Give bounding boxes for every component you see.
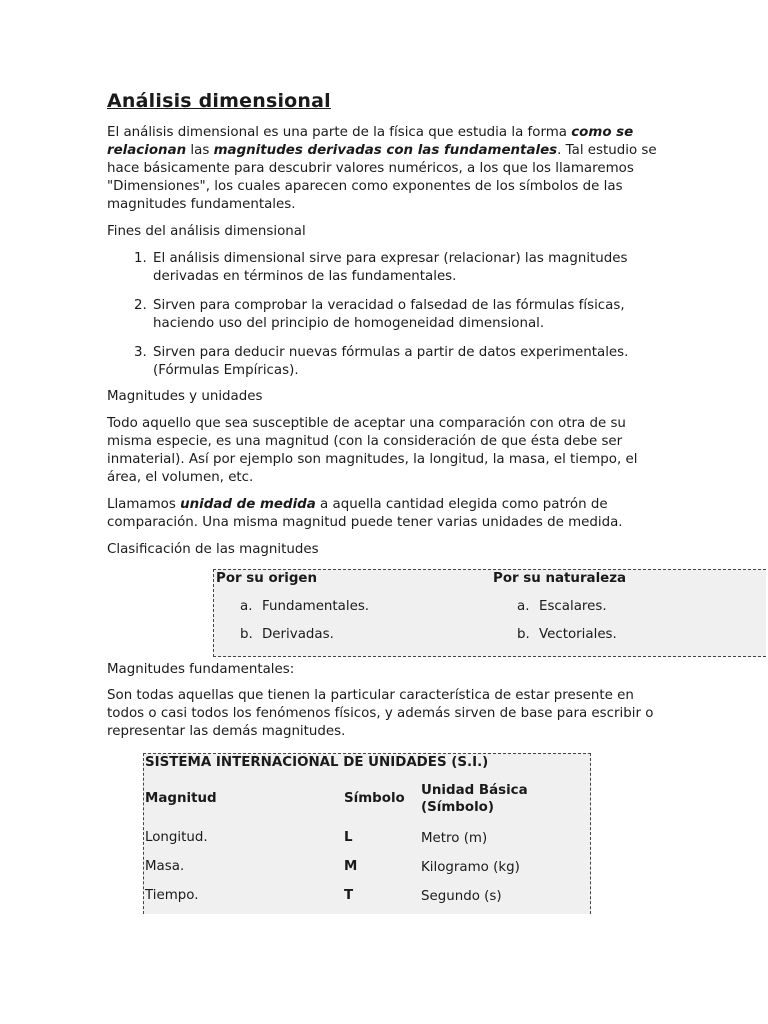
column-header: Unidad Básica (Símbolo) [421,783,528,815]
list-item [493,626,626,644]
list-letter: b. [517,627,530,642]
document-page [107,88,667,914]
table-cell: Segundo (s) [421,889,502,904]
fines-list [107,250,667,380]
si-units-table [143,753,591,914]
magnitudes-heading: Magnitudes y unidades [107,389,263,404]
list-item: 3. Sirven para deducir nuevas fórmulas a partir de datos experimentales. (Fórmulas Empíricas). [151,344,667,380]
intro-paragraph [107,124,667,214]
column-header: Por su origen [216,571,318,586]
table-cell: M [344,859,358,874]
column-header: Por su naturaleza [493,571,627,586]
fines-heading: Fines del análisis dimensional [107,224,306,239]
table-cell: Kilogramo (kg) [421,860,520,875]
table-cell: Metro (m) [421,831,488,846]
list-item: 2. Sirven para comprobar la veracidad o falsedad de las fórmulas físicas, haciendo uso del principio de homogeneidad dimensional. [151,297,667,333]
list-item [216,626,369,644]
intro-text-1: El análisis dimensional es una parte de la física que estudia la forma [107,125,572,140]
intro-text-2: las [186,143,214,158]
table-cell: T [344,888,354,903]
fundamentales-heading: Magnitudes fundamentales: [107,662,295,677]
list-text: Fundamentales. [262,599,370,614]
page-title: Análisis dimensional [107,90,331,112]
fundamentales-paragraph: Son todas aquellas que tienen la particular característica de estar presente en todos o casi todos los fenómenos físicos, y además sirven de base para escribir o representar las demás magnitudes. [107,688,654,739]
table-cell: L [344,830,353,845]
table-cell: Tiempo. [145,888,199,903]
column-header: Magnitud [145,791,217,806]
clasificacion-heading: Clasificación de las magnitudes [107,542,319,557]
clasificacion-table [213,569,766,657]
table-cell: Longitud. [145,830,208,845]
unidad-text-1: Llamamos [107,497,181,512]
intro-emphasis-1: como se relacionan [107,125,634,158]
clasificacion-col-naturaleza [493,570,626,644]
magnitudes-paragraph: Todo aquello que sea susceptible de aceptar una comparación con otra de su misma especie, es una magnitud (con la consideración de que ésta debe ser inmaterial). Así por ejemplo son magnitudes, la longitud, la masa, el tiempo, el área, el volumen, etc. [107,416,638,485]
list-letter: a. [240,599,253,614]
unidad-text-2: a aquella cantidad elegida como patrón de comparación. Una misma magnitud puede tener varias unidades de medida. [107,497,623,530]
table-title: SISTEMA INTERNACIONAL DE UNIDADES (S.I.) [145,755,489,770]
table-cell: Masa. [145,859,185,874]
clasificacion-list [493,598,626,644]
unidad-emphasis: unidad de medida [180,497,316,512]
intro-text-3: . Tal estudio se hace básicamente para descubrir valores numéricos, a los que los llamaremos "Dimensiones", los cuales aparecen como exponentes de los símbolos de las magnitudes fundamentales. [107,143,657,212]
list-item [493,598,626,616]
list-text: Escalares. [539,599,607,614]
clasificacion-list [216,598,369,644]
unidad-paragraph [107,496,667,532]
clasificacion-col-origen [216,570,369,644]
list-letter: a. [517,599,530,614]
list-text: Vectoriales. [539,627,617,642]
list-text: Derivadas. [262,627,334,642]
list-letter: b. [240,627,253,642]
list-item [216,598,369,616]
column-header: Símbolo [344,791,405,806]
list-item: 1. El análisis dimensional sirve para expresar (relacionar) las magnitudes derivadas en términos de las fundamentales. [151,250,667,286]
intro-emphasis-2: magnitudes derivadas con las fundamentales [213,143,558,158]
